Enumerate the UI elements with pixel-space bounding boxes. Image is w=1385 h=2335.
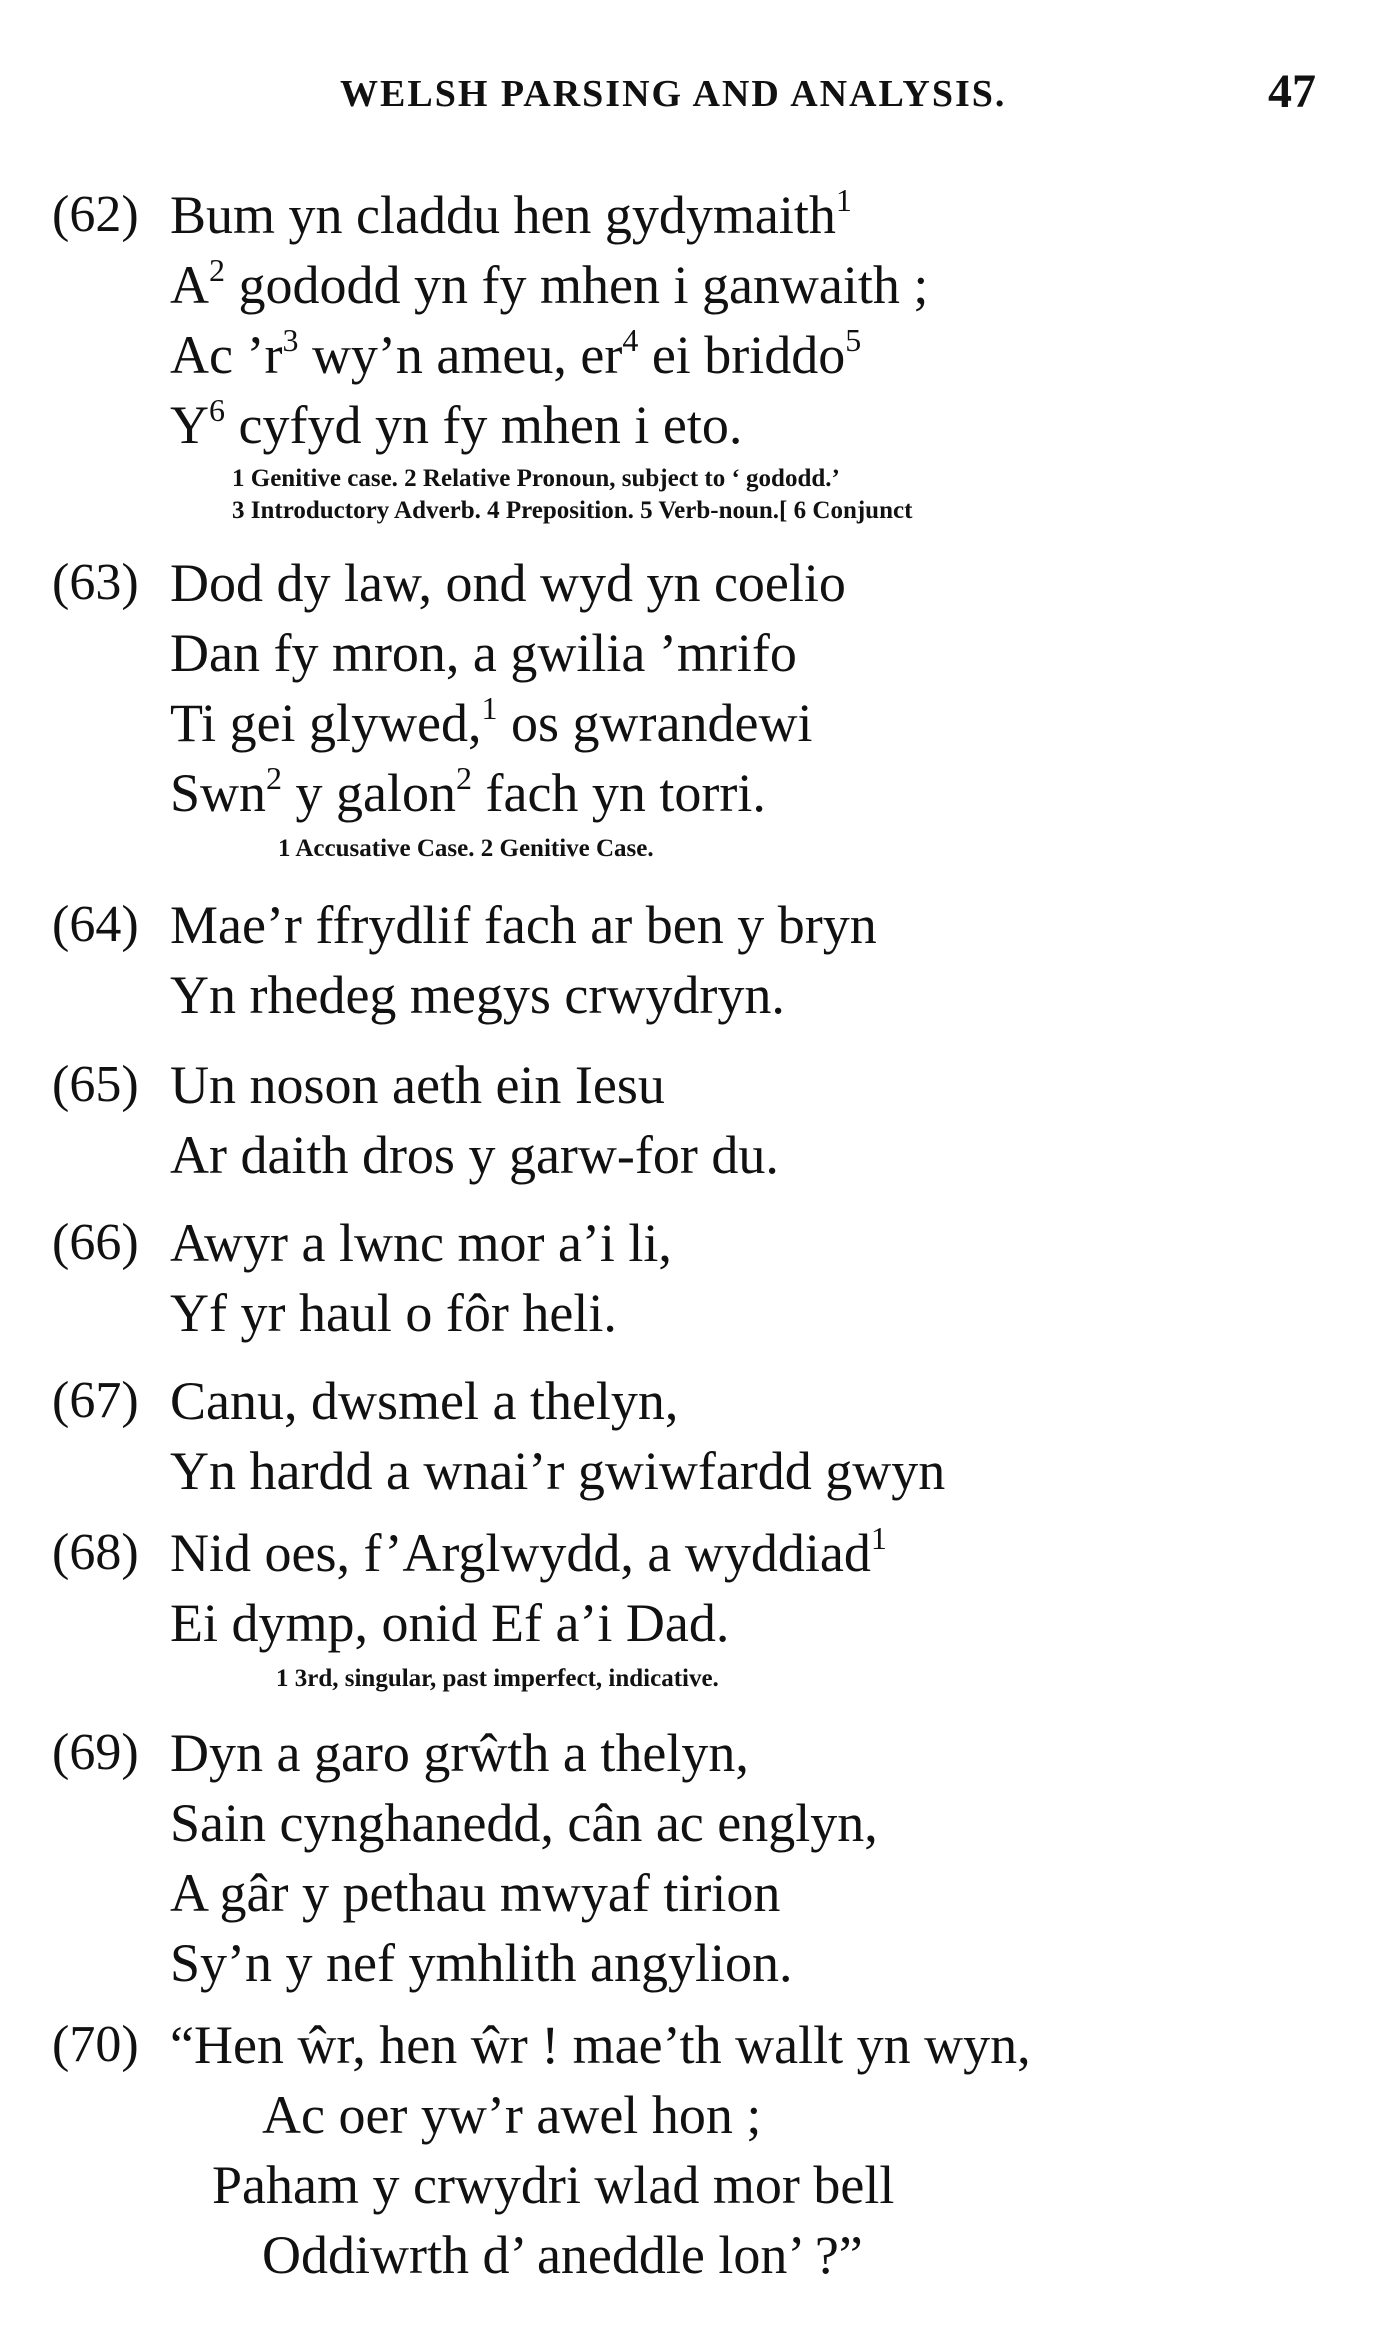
running-header	[0, 64, 1385, 124]
footnote: 1 3rd, singular, past imperfect, indicative.	[276, 1665, 719, 1692]
verse-line: $A^2$ gododd yn fy mhen i ganwaith ;	[170, 252, 929, 315]
verse-line: $Y^6$ cyfyd yn fy mhen i eto.	[170, 392, 743, 455]
verse-line: Bum yn claddu hen gydymaith$^1$	[170, 182, 852, 245]
verse-line: Oddiwrth d’ aneddle lon’ ?”	[262, 2225, 863, 2285]
verse-line: Sy’n y nef ymhlith angylion.	[170, 1933, 793, 1993]
verse-line: Nid oes, f’Arglwydd, a wyddiad$^1$	[170, 1520, 887, 1583]
verse-line: Ti gei glywed,$^1$ os gwrandewi	[170, 690, 813, 753]
verse-line: Ac oer yw’r awel hon ;	[262, 2085, 762, 2145]
verse-line: Yn rhedeg megys crwydryn.	[170, 965, 785, 1025]
footnote: 1 Genitive case. 2 Relative Pronoun, subject to ‘ gododd.’	[232, 465, 840, 492]
running-title: WELSH PARSING AND ANALYSIS.	[340, 73, 1007, 115]
verse-number: (65)	[52, 1056, 139, 1113]
verse-line: Yn hardd a wnai’r gwiwfardd gwyn	[170, 1441, 946, 1501]
verse-number: (67)	[52, 1372, 139, 1429]
verse-number: (70)	[52, 2016, 139, 2073]
verse-line: Ac $’r^3$ wy’n ameu, $er^4$ ei briddo$^5$	[170, 322, 862, 385]
footnote: 3 Introductory Adverb. 4 Preposition. 5 Verb-noun.[ 6 Conjunct	[232, 497, 913, 524]
verse-line: Dyn a garo grŵth a thelyn,	[170, 1723, 749, 1783]
verse-number: (64)	[52, 896, 139, 953]
verse-number: (63)	[52, 554, 139, 611]
verse-number: (66)	[52, 1214, 139, 1271]
verse-line: Awyr a lwnc mor a’i li,	[170, 1213, 672, 1273]
verse-line: Dan fy mron, a gwilia ’mrifo	[170, 623, 797, 683]
verse-line: “Hen ŵr, hen ŵr ! mae’th wallt yn wyn,	[170, 2015, 1031, 2075]
verse-line: Mae’r ffrydlif fach ar ben y bryn	[170, 895, 877, 955]
verse-number: (69)	[52, 1724, 139, 1781]
verse-line: Ar daith dros y garw-for du.	[170, 1125, 779, 1185]
verse-line: Dod dy law, ond wyd yn coelio	[170, 553, 846, 613]
verse-line: Yf yr haul o fôr heli.	[170, 1283, 617, 1343]
verse-line: Sain cynghanedd, cân ac englyn,	[170, 1793, 878, 1853]
verse-line: Swn$^2$ y galon$^2$ fach yn torri.	[170, 760, 766, 823]
verse-number: (68)	[52, 1524, 139, 1581]
verse-line: Un noson aeth ein Iesu	[170, 1055, 665, 1115]
verse-line: A gâr y pethau mwyaf tirion	[170, 1863, 781, 1923]
page-number: 47	[1268, 65, 1316, 118]
verse-line: Canu, dwsmel a thelyn,	[170, 1371, 679, 1431]
verse-line: Ei dymp, onid Ef a’i Dad.	[170, 1593, 730, 1653]
footnote: 1 Accusative Case. 2 Genitive Case.	[278, 835, 654, 862]
verse-line: Paham y crwydri wlad mor bell	[212, 2155, 895, 2215]
verse-number: (62)	[52, 186, 139, 243]
